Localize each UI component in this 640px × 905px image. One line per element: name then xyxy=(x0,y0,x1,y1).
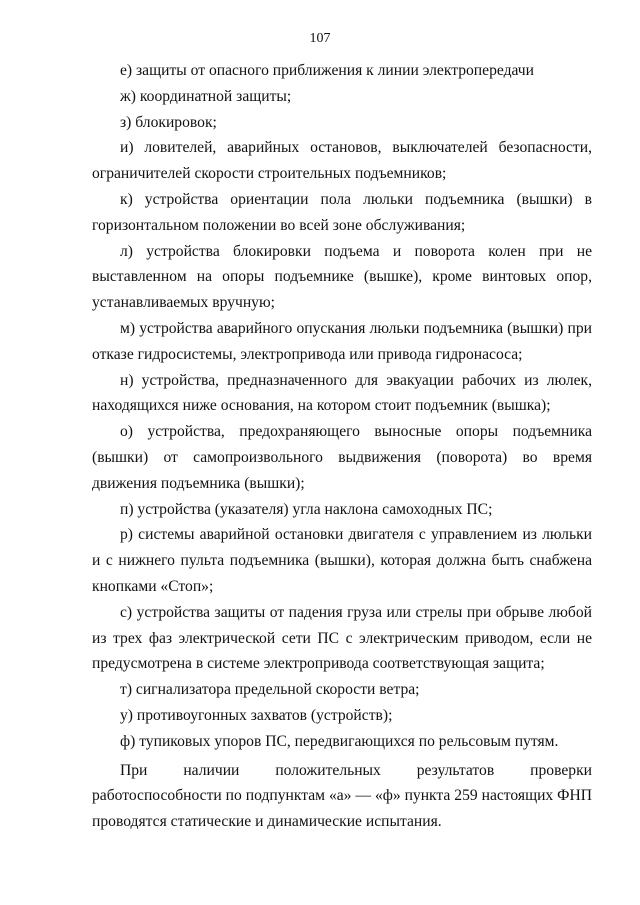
list-item-l: л) устройства блокировки подъема и поворота колен при не выставленном на опоры подъемнике (вышке), кроме винтовых опор, устанавливаемых вручную; xyxy=(92,242,592,312)
final-paragraph: При наличии положительных результатов проверки работоспособности по подпунктам «а» — «ф» пункта 259 настоящих ФНП проводятся статические и динамические испытания. xyxy=(92,761,592,831)
list-item-e: е) защиты от опасного приближения к линии электропередачи xyxy=(120,62,534,79)
document-body xyxy=(92,58,592,835)
list-item-i: и) ловителей, аварийных остановов, выключателей безопасности, ограничителей скорости строительных подъемников; xyxy=(92,139,592,183)
list-item-zh: ж) координатной защиты; xyxy=(120,87,292,105)
list-item-u: у) противоугонных захватов (устройств); xyxy=(120,706,393,724)
list-item-n: н) устройства, предназначенного для эвакуации рабочих из люлек, находящихся ниже основания, на котором стоит подъемник (вышка); xyxy=(92,371,592,415)
list-item-p: п) устройства (указателя) угла наклона самоходных ПС; xyxy=(120,500,493,518)
list-item-r: р) системы аварийной остановки двигателя с управлением из люльки и с нижнего пульта подъемника (вышки), которая должна быть снабжена кнопками «Стоп»; xyxy=(92,526,592,595)
list-item-o: о) устройства, предохраняющего выносные опоры подъемника (вышки) от самопроизвольного выдвижения (поворота) во время движения подъемника (вышки); xyxy=(92,423,592,492)
list-item-z: з) блокировок; xyxy=(120,113,217,131)
list-item-t: т) сигнализатора предельной скорости ветра; xyxy=(120,681,420,699)
list-item-k: к) устройства ориентации пола люльки подъемника (вышки) в горизонтальном положении во всей зоне обслуживания; xyxy=(92,190,592,234)
list-item-f: ф) тупиковых упоров ПС, передвигающихся по рельсовым путям. xyxy=(120,732,559,750)
page-number: 107 xyxy=(309,31,331,46)
list-item-s: с) устройства защиты от падения груза или стрелы при обрыве любой из трех фаз электрической сети ПС с электрическим приводом, если не предусмотрена в системе электропривода соответствующая защита; xyxy=(92,603,592,673)
list-item-m: м) устройства аварийного опускания люльки подъемника (вышки) при отказе гидросистемы, электропривода или привода гидронасоса; xyxy=(92,319,592,363)
